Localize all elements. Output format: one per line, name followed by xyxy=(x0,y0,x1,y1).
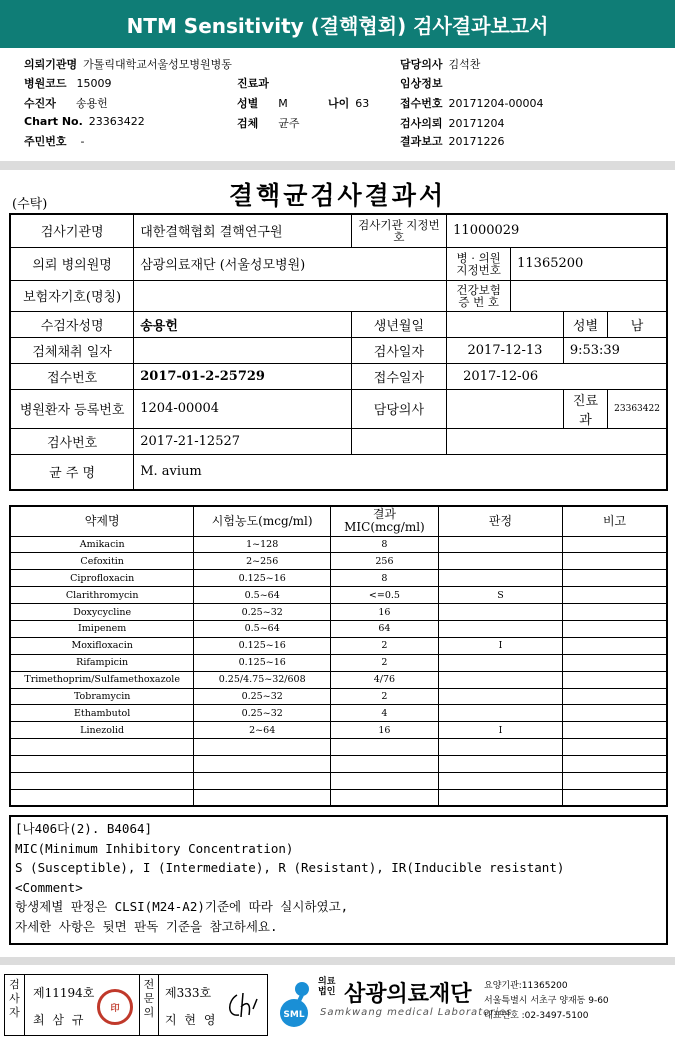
insured-value xyxy=(134,280,447,311)
cell-conc xyxy=(194,789,331,806)
exam-no-label: 검사번호 xyxy=(10,428,134,454)
cell-mic: 16 xyxy=(331,604,439,621)
cell-remark xyxy=(563,705,667,722)
info-row xyxy=(10,311,667,337)
hospital-code-label: 병원코드 xyxy=(24,77,67,90)
cell-remark xyxy=(563,536,667,553)
cell-remark xyxy=(563,654,667,671)
age-value: 63 xyxy=(355,97,370,110)
cell-remark xyxy=(563,671,667,688)
cell-conc: 2~256 xyxy=(194,553,331,570)
req-hospital-value: 삼광의료재단 (서울성모병원) xyxy=(134,247,447,280)
cell-drug: Linezolid xyxy=(10,722,194,739)
cell-mic xyxy=(331,789,439,806)
document-title: 결핵균검사결과서 xyxy=(228,181,447,210)
health-label: 건강보험 증 번 호 xyxy=(447,280,511,311)
table-row xyxy=(10,739,667,756)
cell-remark xyxy=(563,553,667,570)
cell-conc: 0.125~16 xyxy=(194,570,331,587)
cell-interp xyxy=(438,705,562,722)
cell-interp: S xyxy=(438,587,562,604)
table-row xyxy=(10,536,667,553)
col-header-mic-line2: MIC(mcg/ml) xyxy=(344,520,425,535)
cell-interp xyxy=(438,671,562,688)
table-row xyxy=(10,722,667,739)
sex-value: 남 xyxy=(608,311,667,337)
cell-conc: 0.25/4.75~32/608 xyxy=(194,671,331,688)
birth-label: 생년월일 xyxy=(351,311,447,337)
institution-row xyxy=(24,56,232,72)
test-date-value: 2017-12-13 xyxy=(447,337,564,363)
cell-mic xyxy=(331,756,439,773)
cell-mic xyxy=(331,739,439,756)
notes-box xyxy=(9,815,668,945)
cell-interp xyxy=(438,756,562,773)
specimen-label: 검체 xyxy=(237,117,259,130)
accession-label: 접수번호 xyxy=(10,363,134,389)
sml-logo-icon xyxy=(272,977,316,1029)
cell-mic: 16 xyxy=(331,722,439,739)
col-header-conc: 시험농도(mcg/ml) xyxy=(194,506,331,536)
org-name: 삼광의료재단 xyxy=(344,982,472,1007)
cell-drug: Cefoxitin xyxy=(10,553,194,570)
cell-interp: I xyxy=(438,637,562,654)
lab-label: 검사기관명 xyxy=(10,214,134,247)
req-hospital-label: 의뢰 병의원명 xyxy=(10,247,134,280)
table-row xyxy=(10,570,667,587)
table-row xyxy=(10,620,667,637)
examinee-value: 송용헌 xyxy=(134,311,351,337)
cell-interp xyxy=(438,739,562,756)
footer-divider-band xyxy=(0,957,675,965)
cell-conc xyxy=(194,756,331,773)
patient-value: 송용헌 xyxy=(75,97,108,110)
info-row xyxy=(10,454,667,490)
organism-label: 균 주 명 xyxy=(10,454,134,490)
cell-conc: 0.5~64 xyxy=(194,587,331,604)
org-address: 서울특별시 서초구 양재동 9-60 xyxy=(484,996,609,1006)
table-row xyxy=(10,587,667,604)
chart-no-value: 23363422 xyxy=(88,115,145,128)
susceptibility-table xyxy=(9,505,668,807)
cell-conc xyxy=(194,739,331,756)
org-english-name: Samkwang medical Laboratories xyxy=(320,1007,513,1018)
report-date-row xyxy=(400,133,505,149)
examinee-label: 수검자성명 xyxy=(10,311,134,337)
table-row xyxy=(10,688,667,705)
id-row xyxy=(24,133,85,149)
table-row xyxy=(10,604,667,621)
cell-interp xyxy=(438,553,562,570)
specimen-value: 균주 xyxy=(278,117,300,130)
chart-no-label: Chart No. xyxy=(24,115,83,128)
req-code-value: 11365200 xyxy=(511,247,667,280)
col-header-mic-line1: 결과 xyxy=(372,507,397,522)
report-date-value: 20171226 xyxy=(448,135,505,148)
table-row xyxy=(10,671,667,688)
id-value: - xyxy=(80,135,85,148)
examiner-label: 검사자 xyxy=(5,975,25,1035)
cell-remark xyxy=(563,587,667,604)
birth-value xyxy=(447,311,564,337)
note-line: 항생제별 판정은 CLSI(M24-A2)기준에 따라 실시하였고, xyxy=(15,899,349,914)
receipt-no-label: 접수번호 xyxy=(400,97,443,110)
logo-text: SML xyxy=(283,1010,305,1020)
cell-remark xyxy=(563,620,667,637)
examiner-number: 제11194호 xyxy=(33,986,95,1000)
cell-mic xyxy=(331,772,439,789)
cell-drug: Doxycycline xyxy=(10,604,194,621)
clinical-info-row xyxy=(400,75,449,91)
cell-drug: Moxifloxacin xyxy=(10,637,194,654)
cell-remark xyxy=(563,604,667,621)
hospital-code-row xyxy=(24,75,112,91)
cell-remark xyxy=(563,570,667,587)
info-row xyxy=(10,247,667,280)
accession-value: 2017-01-2-25729 xyxy=(134,363,351,389)
collect-value xyxy=(134,337,351,363)
divider-band xyxy=(0,161,675,170)
request-date-value: 20171204 xyxy=(448,117,505,130)
cell-drug xyxy=(10,739,194,756)
cell-mic: 4/76 xyxy=(331,671,439,688)
specimen-row xyxy=(237,115,300,131)
cell-conc: 1~128 xyxy=(194,536,331,553)
cell-remark xyxy=(563,789,667,806)
note-line: S (Susceptible), I (Intermediate), R (Resistant), IR(Inducible resistant) xyxy=(15,860,565,875)
report-title: NTM Sensitivity (결핵협회) 검사결과보고서 xyxy=(0,0,675,48)
clinical-info-label: 임상정보 xyxy=(400,77,443,90)
accept-date-label: 접수일자 xyxy=(351,363,447,389)
table-row xyxy=(10,637,667,654)
seal-stamp: 印 xyxy=(97,989,133,1025)
examiner-name: 최 삼 규 xyxy=(33,1013,86,1027)
dept-label: 진료과 xyxy=(237,77,269,90)
consigned-label: (수탁) xyxy=(12,197,48,212)
cell-conc: 0.125~16 xyxy=(194,654,331,671)
table-row xyxy=(10,756,667,773)
request-date-label: 검사의뢰 xyxy=(400,117,443,130)
lab-code-value: 11000029 xyxy=(447,214,667,247)
sex-row xyxy=(237,95,288,111)
health-value xyxy=(511,280,667,311)
institution-label: 의뢰기관명 xyxy=(24,58,78,71)
cell-interp xyxy=(438,688,562,705)
col-header-remark: 비고 xyxy=(563,506,667,536)
hospital-code-value: 15009 xyxy=(76,77,112,90)
cell-mic: 64 xyxy=(331,620,439,637)
table-row xyxy=(10,789,667,806)
table-row xyxy=(10,705,667,722)
collect-label: 검체채취 일자 xyxy=(10,337,134,363)
cell-interp xyxy=(438,772,562,789)
table-row xyxy=(10,654,667,671)
org-name-block xyxy=(318,977,472,1008)
cell-interp: I xyxy=(438,722,562,739)
insured-label: 보험자기호(명칭) xyxy=(10,280,134,311)
patient-info-table xyxy=(9,213,668,491)
info-row xyxy=(10,337,667,363)
cell-remark xyxy=(563,739,667,756)
dept-value: 23363422 xyxy=(608,389,667,428)
signature-box xyxy=(4,974,268,1036)
test-date-label: 검사일자 xyxy=(351,337,447,363)
cell-conc: 0.25~32 xyxy=(194,688,331,705)
signature-scribble xyxy=(223,989,263,1023)
test-time-value: 9:53:39 xyxy=(563,337,667,363)
cell-drug: Ethambutol xyxy=(10,705,194,722)
id-label: 주민번호 xyxy=(24,135,67,148)
info-row xyxy=(10,280,667,311)
cell-drug xyxy=(10,789,194,806)
note-line: <Comment> xyxy=(15,879,83,895)
info-row xyxy=(10,363,667,389)
physician-value xyxy=(447,389,564,428)
lab-value: 대한결핵협회 결핵연구원 xyxy=(134,214,351,247)
exam-no-value: 2017-21-12527 xyxy=(134,428,351,454)
cell-conc: 0.5~64 xyxy=(194,620,331,637)
col-header-interp: 판정 xyxy=(438,506,562,536)
specialist-label: 전문의 xyxy=(139,975,159,1035)
sex-value: M xyxy=(278,97,288,110)
req-code-label: 병 · 의원 지정번호 xyxy=(447,247,511,280)
cell-drug: Imipenem xyxy=(10,620,194,637)
cell-drug: Clarithromycin xyxy=(10,587,194,604)
cell-drug: Ciprofloxacin xyxy=(10,570,194,587)
cell-mic: 2 xyxy=(331,688,439,705)
cell-remark xyxy=(563,637,667,654)
receipt-no-value: 20171204-00004 xyxy=(448,97,544,110)
cell-mic: 2 xyxy=(331,637,439,654)
organism-value: M. avium xyxy=(134,454,667,490)
info-row xyxy=(10,428,667,454)
table-header-row xyxy=(10,506,667,536)
footer xyxy=(0,965,675,1040)
institution-value: 가톨릭대학교서울성모병원병동 xyxy=(83,58,232,71)
cell-drug: Trimethoprim/Sulfamethoxazole xyxy=(10,671,194,688)
cell-conc: 0.25~32 xyxy=(194,705,331,722)
cell-remark xyxy=(563,756,667,773)
dept-row xyxy=(237,75,275,91)
note-line: MIC(Minimum Inhibitory Concentration) xyxy=(15,840,294,856)
cell-remark xyxy=(563,688,667,705)
sex-label: 성별 xyxy=(237,97,259,110)
cell-interp xyxy=(438,570,562,587)
info-row xyxy=(10,389,667,428)
cell-mic: 4 xyxy=(331,705,439,722)
chart-no-row xyxy=(24,115,145,128)
patient-row xyxy=(24,95,108,111)
cell-drug: Amikacin xyxy=(10,536,194,553)
table-row xyxy=(10,772,667,789)
cell-interp xyxy=(438,620,562,637)
cell-mic: <=0.5 xyxy=(331,587,439,604)
report-date-label: 결과보고 xyxy=(400,135,443,148)
age-row xyxy=(328,95,369,111)
org-contact xyxy=(484,979,609,1024)
cell-interp xyxy=(438,604,562,621)
accept-date-value: 2017-12-06 xyxy=(447,363,667,389)
cell-conc: 2~64 xyxy=(194,722,331,739)
cell-drug xyxy=(10,756,194,773)
cell-conc xyxy=(194,772,331,789)
receipt-no-row xyxy=(400,95,543,111)
specialist-name: 지 현 영 xyxy=(165,1013,218,1027)
cell-interp xyxy=(438,789,562,806)
doctor-row xyxy=(400,56,480,72)
note-line: [나406다(2). B4064] xyxy=(15,821,153,836)
dept-label: 진료과 xyxy=(563,389,607,428)
request-date-row xyxy=(400,115,505,131)
cell-conc: 0.25~32 xyxy=(194,604,331,621)
cell-interp xyxy=(438,654,562,671)
cell-mic: 8 xyxy=(331,570,439,587)
cell-drug: Tobramycin xyxy=(10,688,194,705)
cell-remark xyxy=(563,772,667,789)
sex-label: 성별 xyxy=(563,311,607,337)
cell-conc: 0.125~16 xyxy=(194,637,331,654)
cell-mic: 8 xyxy=(331,536,439,553)
col-header-mic xyxy=(331,506,439,536)
note-line: 자세한 사항은 뒷면 판독 기준을 참고하세요. xyxy=(15,918,278,934)
cell-drug: Rifampicin xyxy=(10,654,194,671)
cell-mic: 2 xyxy=(331,654,439,671)
org-type: 의료법인 xyxy=(318,977,336,997)
physician-label: 담당의사 xyxy=(351,389,447,428)
doctor-label: 담당의사 xyxy=(400,58,443,71)
cell-remark xyxy=(563,722,667,739)
cell-drug xyxy=(10,772,194,789)
doctor-value: 김석찬 xyxy=(448,58,481,71)
specialist-number: 제333호 xyxy=(165,986,212,1000)
table-row xyxy=(10,553,667,570)
cell-interp xyxy=(438,536,562,553)
org-phone: 대표번호 :02-3497-5100 xyxy=(484,1011,589,1021)
reg-value: 1204-00004 xyxy=(134,389,351,428)
patient-label: 수진자 xyxy=(24,97,56,110)
info-row xyxy=(10,214,667,247)
lab-code-label: 검사기관 지정번호 xyxy=(351,214,447,247)
org-code: 요양기관:11365200 xyxy=(484,981,568,991)
reg-label: 병원환자 등록번호 xyxy=(10,389,134,428)
age-label: 나이 xyxy=(328,97,350,110)
cell-mic: 256 xyxy=(331,553,439,570)
col-header-drug: 약제명 xyxy=(10,506,194,536)
